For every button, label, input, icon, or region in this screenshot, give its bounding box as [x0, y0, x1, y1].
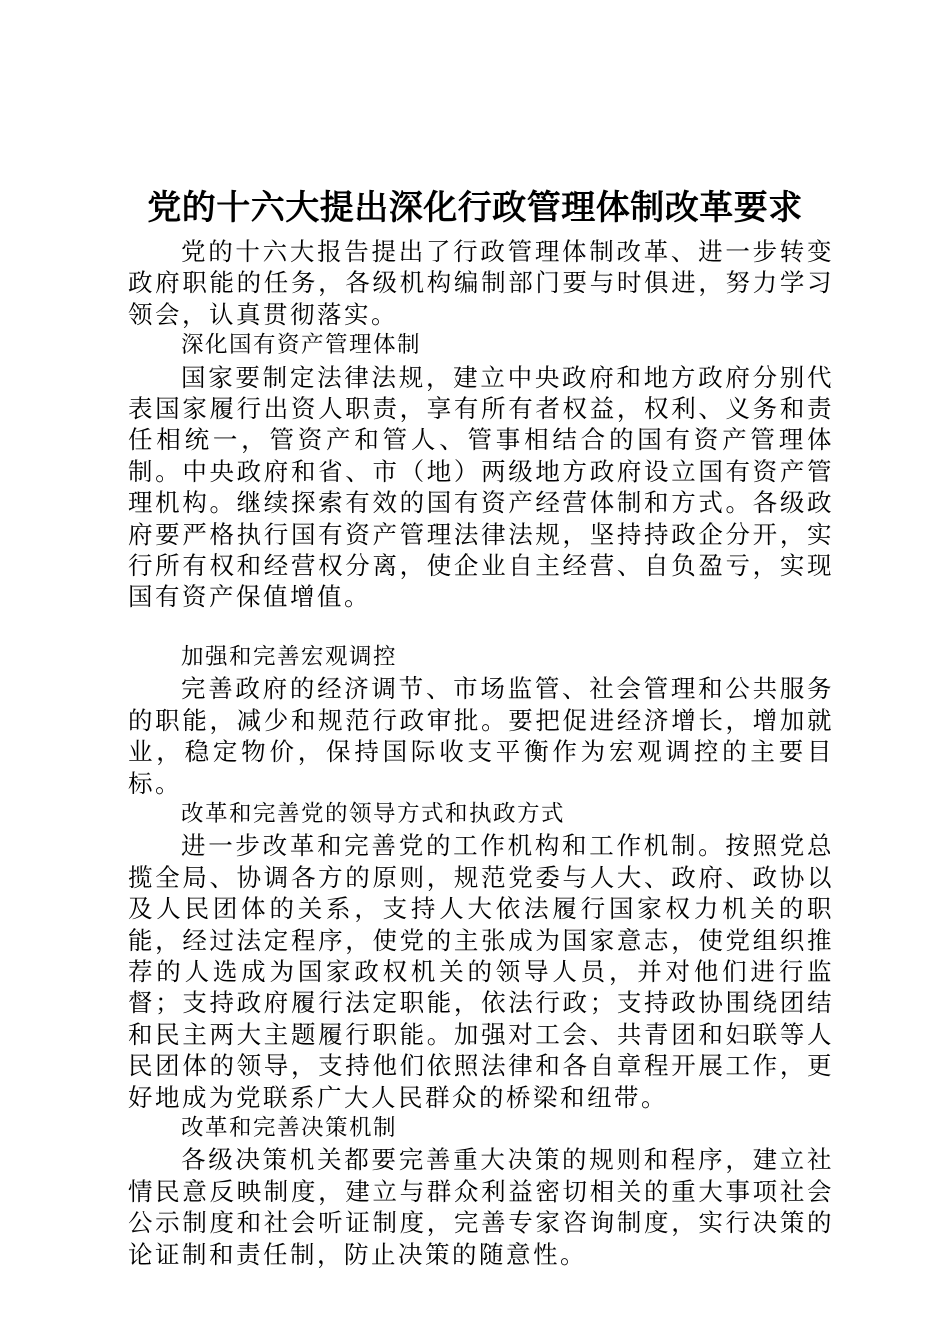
document-body	[128, 236, 834, 1270]
document-title: 党的十六大提出深化行政管理体制改革要求	[147, 188, 803, 228]
paragraph-spacer	[128, 613, 834, 642]
intro-paragraph: 党的十六大报告提出了行政管理体制改革、进一步转变政府职能的任务，各级机构编制部门要与时俱进，努力学习领会，认真贯彻落实。	[128, 237, 834, 329]
section-paragraph: 完善政府的经济调节、市场监管、社会管理和公共服务的职能，减少和规范行政审批。要把促进经济增长，增加就业，稳定物价，保持国际收支平衡作为宏观调控的主要目标。	[128, 674, 834, 798]
section-heading: 加强和完善宏观调控	[181, 643, 398, 670]
section-paragraph: 各级决策机关都要完善重大决策的规则和程序，建立社情民意反映制度，建立与群众利益密切相关的重大事项社会公示制度和社会听证制度，完善专家咨询制度，实行决策的论证制和责任制，防止决策的随意性。	[128, 1145, 834, 1269]
section-heading: 改革和完善决策机制	[181, 1114, 398, 1141]
section-heading: 深化国有资产管理体制	[181, 332, 422, 359]
section-heading: 改革和完善党的领导方式和执政方式	[181, 800, 566, 827]
section-paragraph: 国家要制定法律法规，建立中央政府和地方政府分别代表国家履行出资人职责，享有所有者权益，权利、义务和责任相统一，管资产和管人、管事相结合的国有资产管理体制。中央政府和省、市（地）两级地方政府设立国有资产管理机构。继续探索有效的国有资产经营体制和方式。各级政府要严格执行国有资产管理法律法规，坚持持政企分开，实行所有权和经营权分离，使企业自主经营、自负盈亏，实现国有资产保值增值。	[128, 362, 834, 612]
section-paragraph: 进一步改革和完善党的工作机构和工作机制。按照党总揽全局、协调各方的原则，规范党委与人大、政府、政协以及人民团体的关系，支持人大依法履行国家权力机关的职能，经过法定程序，使党的主张成为国家意志，使党组织推荐的人选成为国家政权机关的领导人员，并对他们进行监督；支持政府履行法定职能，依法行政；支持政协围绕团结和民主两大主题履行职能。加强对工会、共青团和妇联等人民团体的领导，支持他们依照法律和各自章程开展工作，更好地成为党联系广大人民群众的桥梁和纽带。	[128, 831, 834, 1112]
